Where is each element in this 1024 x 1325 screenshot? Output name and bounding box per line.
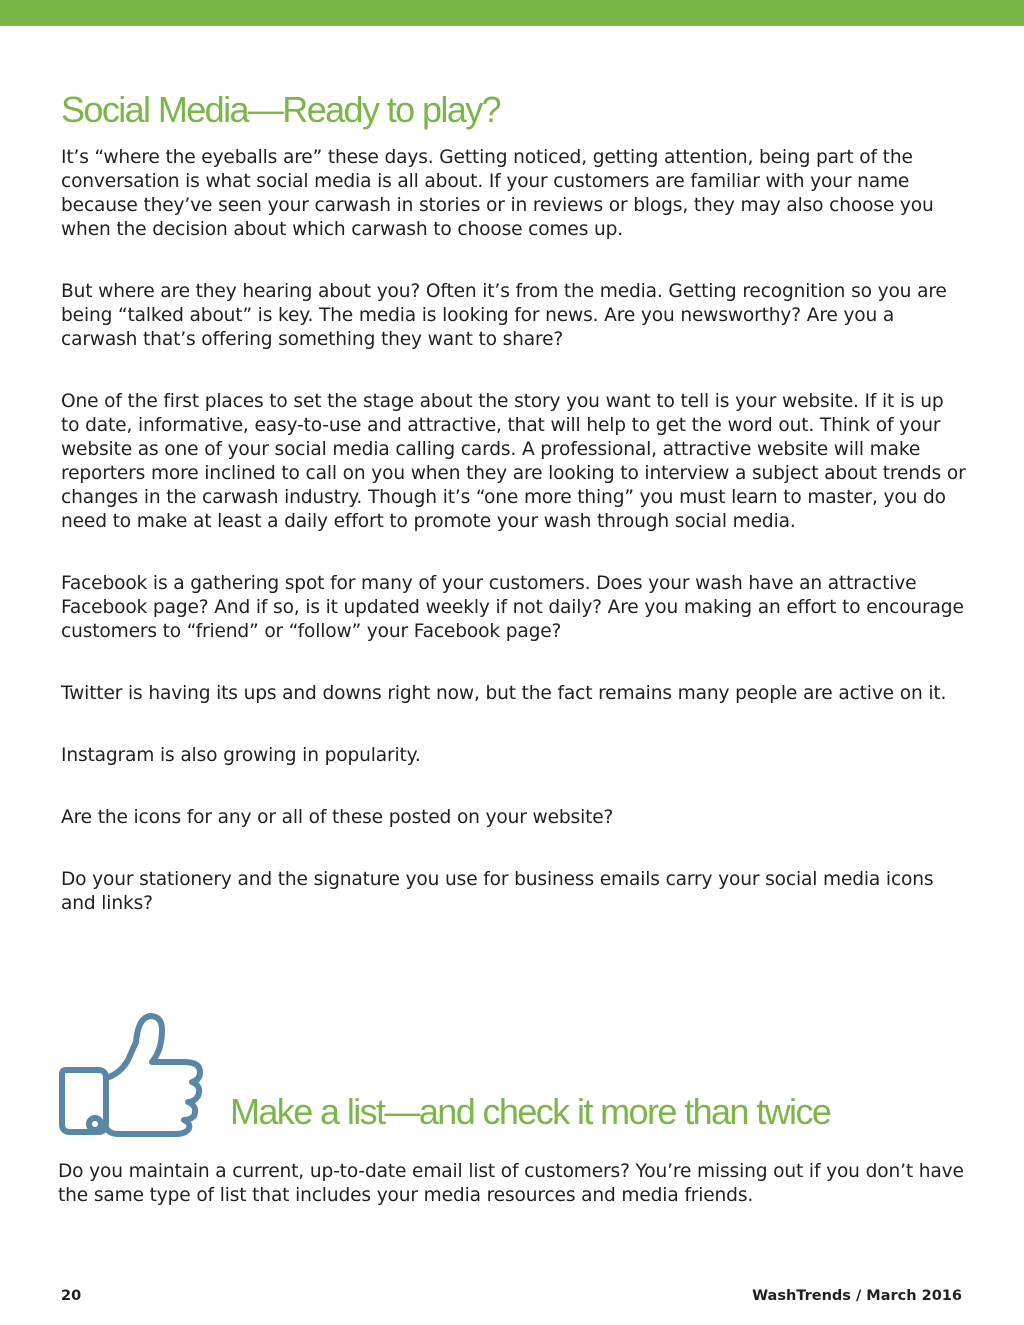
paragraph: One of the first places to set the stage about the story you want to tell is your website. If it is up to date, informative, easy-to-use and attractive, that will help to get the word out. Think of your website as one of your social media calling cards. A professional, attractive website will make reporters more inclined to call on you when they are looking to interview a subject about trends or changes in the carwash industry. Though it’s “one more thing” you must learn to master, you do need to make at least a daily effort to promote your wash through social media. bbox=[61, 391, 966, 532]
paragraph: Do you maintain a current, up-to-date email list of customers? You’re missing out if you don’t have the same type of list that includes your media resources and media friends. bbox=[58, 1161, 964, 1206]
section-social-media bbox=[61, 86, 966, 954]
section-title: Social Media—Ready to play? bbox=[61, 89, 501, 130]
paragraph: Are the icons for any or all of these posted on your website? bbox=[61, 807, 614, 828]
thumbs-up-icon bbox=[58, 1010, 206, 1140]
paragraph: Facebook is a gathering spot for many of your customers. Does your wash have an attractive Facebook page? And if so, is it updated weekly if not daily? Are you making an effort to encourage customers to “friend” or “follow” your Facebook page? bbox=[61, 573, 964, 642]
paragraph: Do your stationery and the signature you use for business emails carry your social media icons and links? bbox=[61, 869, 934, 914]
paragraph: Instagram is also growing in popularity. bbox=[61, 745, 421, 766]
paragraph: It’s “where the eyeballs are” these days. Getting noticed, getting attention, being part of the conversation is what social media is all about. If your customers are familiar with your name because they’ve seen your carwash in stories or in reviews or blogs, they may also choose you when the decision about which carwash to choose comes up. bbox=[61, 147, 934, 240]
paragraph: But where are they hearing about you? Often it’s from the media. Getting recognition so you are being “talked about” is key. The media is looking for news. Are you newsworthy? Are you a carwash that’s offering something they want to share? bbox=[61, 281, 947, 350]
paragraph: Twitter is having its ups and downs right now, but the fact remains many people are active on it. bbox=[61, 683, 947, 704]
publication-footer: WashTrends / March 2016 bbox=[752, 1288, 962, 1304]
section-title: Make a list—and check it more than twice bbox=[230, 1091, 831, 1132]
top-accent-bar bbox=[0, 0, 1024, 26]
page-number: 20 bbox=[61, 1288, 82, 1304]
